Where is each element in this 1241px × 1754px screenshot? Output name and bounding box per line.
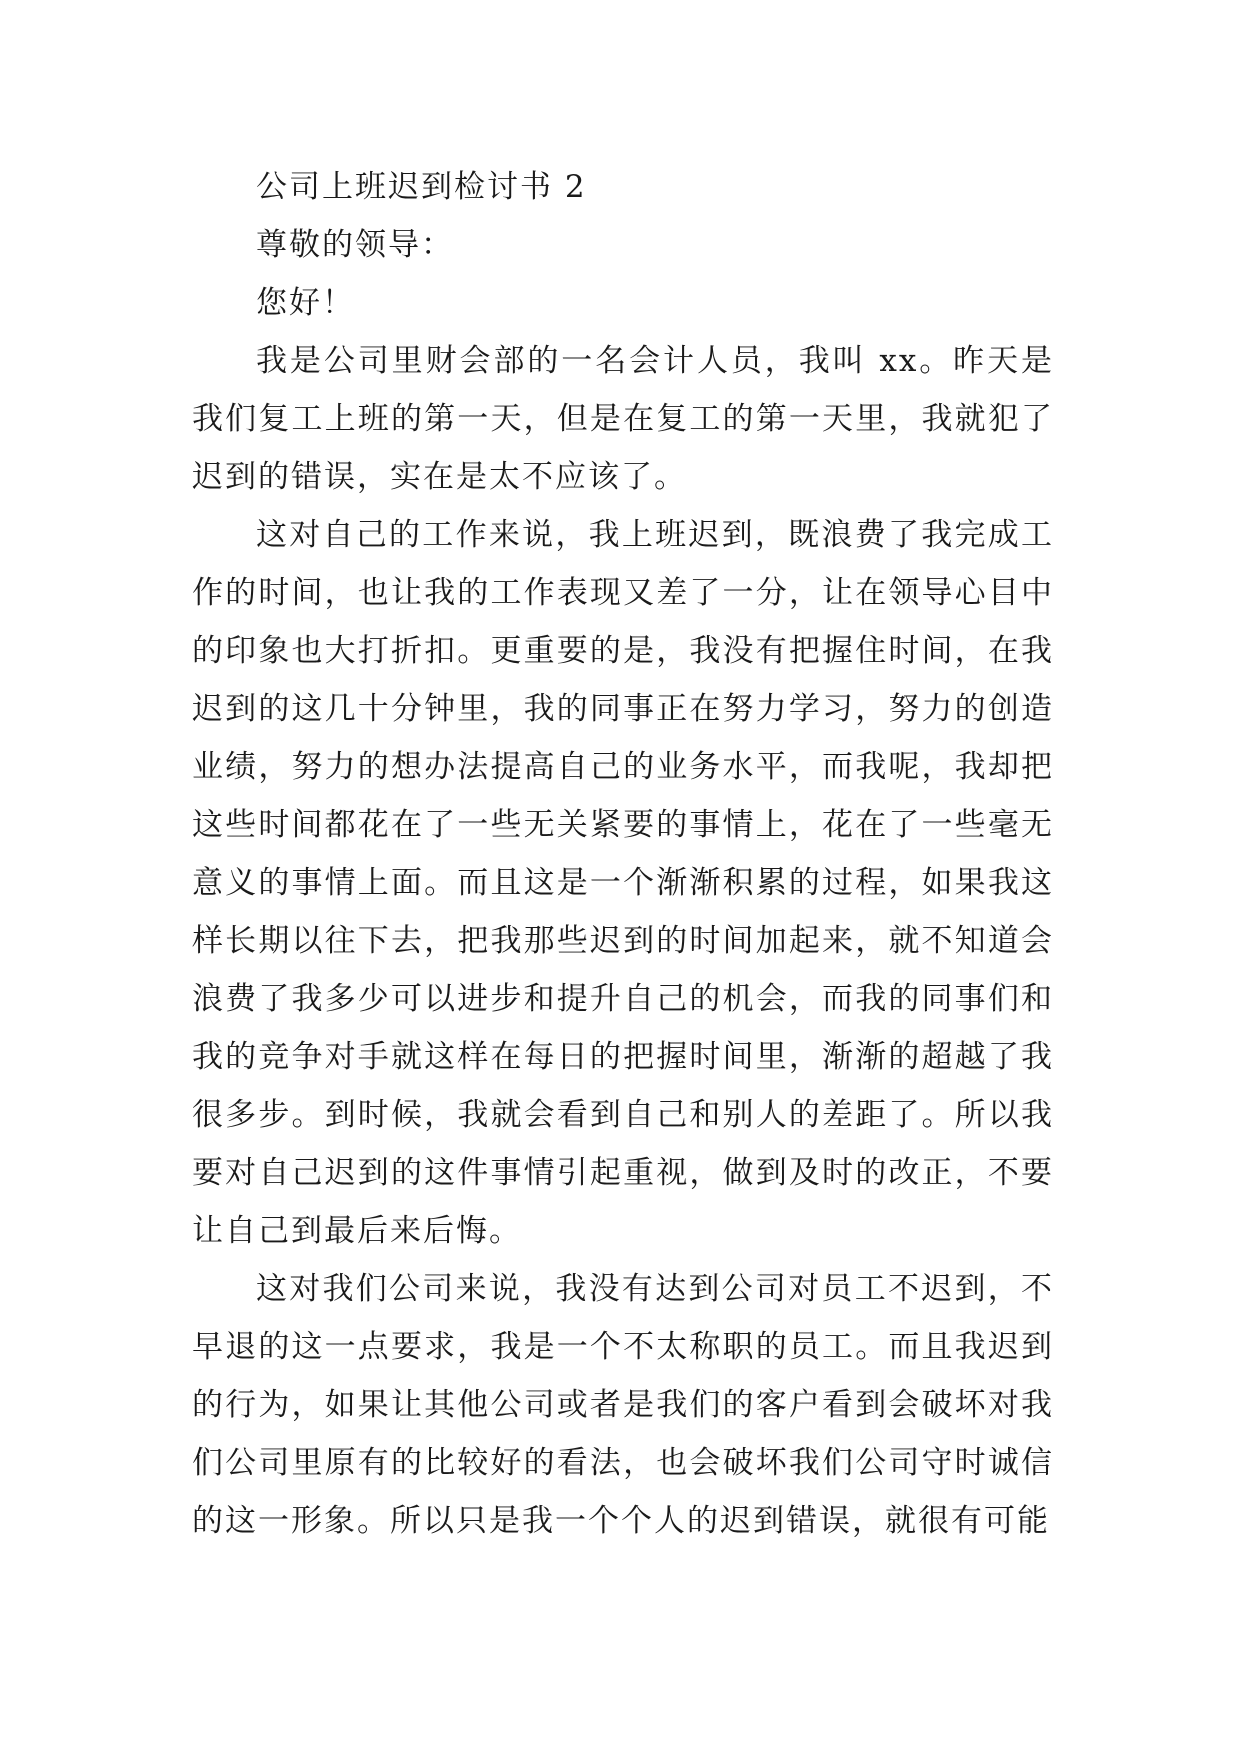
document-body bbox=[192, 158, 1054, 1550]
document-title: 公司上班迟到检讨书 2 bbox=[256, 169, 587, 205]
salutation: 尊敬的领导： bbox=[256, 227, 454, 263]
greeting: 您好！ bbox=[256, 285, 355, 321]
paragraph-3: 这对我们公司来说，我没有达到公司对员工不迟到，不早退的这一点要求，我是一个不太称职的员工。而且我迟到的行为，如果让其他公司或者是我们的客户看到会破坏对我们公司里原有的比较好的看法，也会破坏我们公司守时诚信的这一形象。所以只是我一个个人的迟到错误，就很有可能 bbox=[192, 1271, 1054, 1539]
paragraph-2: 这对自己的工作来说，我上班迟到，既浪费了我完成工作的时间，也让我的工作表现又差了一分，让在领导心目中的印象也大打折扣。更重要的是，我没有把握住时间，在我迟到的这几十分钟里，我的同事正在努力学习，努力的创造业绩，努力的想办法提高自己的业务水平，而我呢，我却把这些时间都花在了一些无关紧要的事情上，花在了一些毫无意义的事情上面。而且这是一个渐渐积累的过程，如果我这样长期以往下去，把我那些迟到的时间加起来，就不知道会浪费了我多少可以进步和提升自己的机会，而我的同事们和我的竞争对手就这样在每日的把握时间里，渐渐的超越了我很多步。到时候，我就会看到自己和别人的差距了。所以我要对自己迟到的这件事情引起重视，做到及时的改正，不要让自己到最后来后悔。 bbox=[192, 517, 1054, 1249]
paragraph-1: 我是公司里财会部的一名会计人员，我叫 xx。昨天是我们复工上班的第一天，但是在复工的第一天里，我就犯了迟到的错误，实在是太不应该了。 bbox=[192, 343, 1054, 495]
